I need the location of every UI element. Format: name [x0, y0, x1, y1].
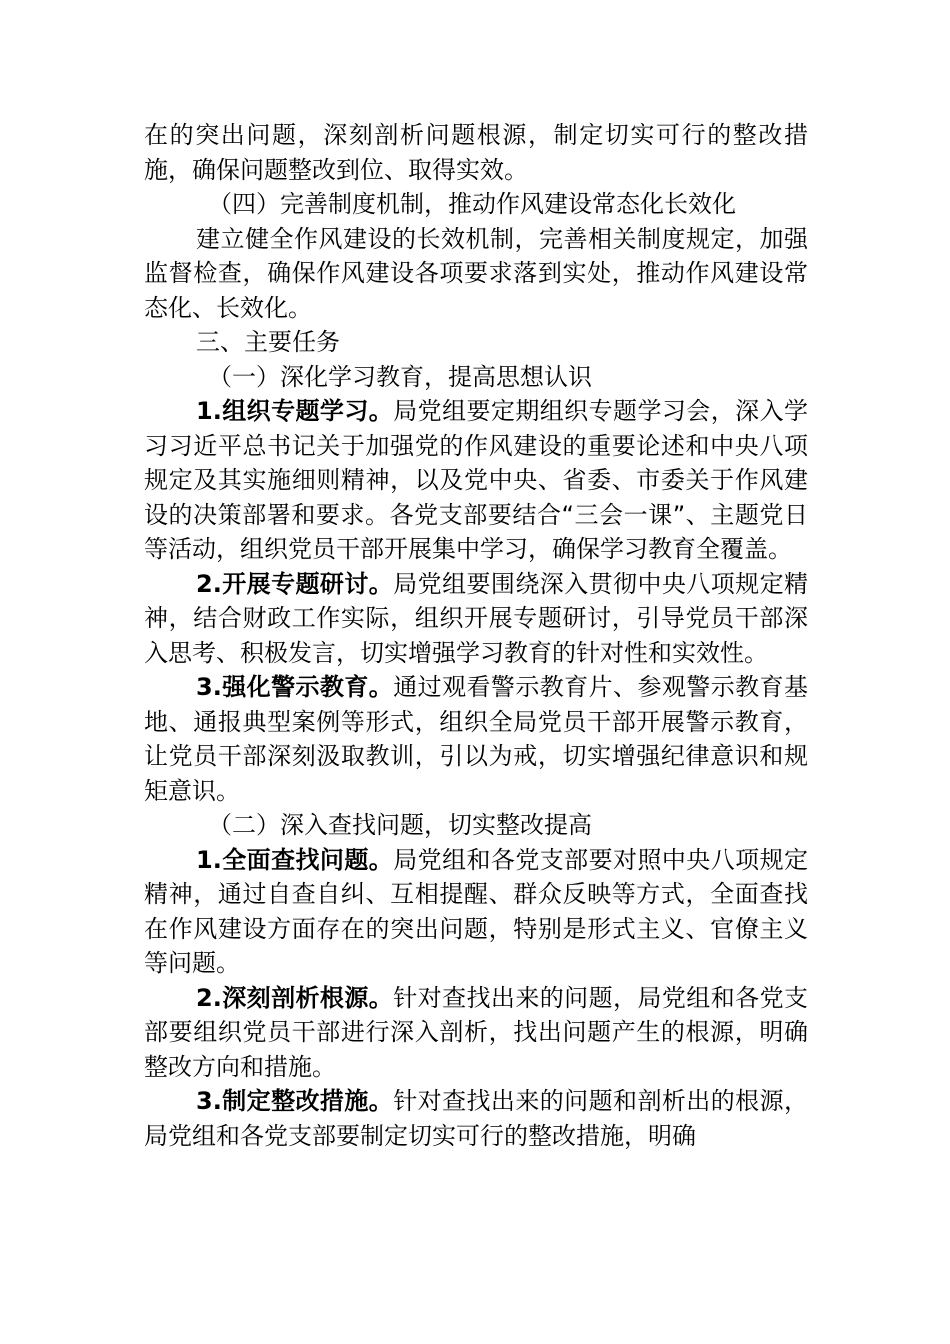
section-heading-4: （四）完善制度机制，推动作风建设常态化长效化 — [208, 190, 736, 218]
item-title: 2.开展专题研讨。 — [196, 569, 394, 598]
section-heading-2: （二）深入查找问题，切实整改提高 — [208, 811, 592, 839]
item-text: 通过观看警示教育片、参观警示教育基地、通报典型案例等形式，组织全局党员干部开展警示教育，让党员干部深刻汲取教训，引以为戒，切实增强纪律意识和规矩意识。 — [144, 673, 808, 805]
document-body — [144, 118, 808, 1153]
item-title: 1.全面查找问题。 — [196, 845, 394, 874]
section-heading-1: （一）深化学习教育，提高思想认识 — [208, 362, 592, 391]
item-title: 3.强化警示教育。 — [196, 673, 394, 701]
list-item-seminar — [144, 567, 808, 671]
paragraph-continuation: 在的突出问题，深刻剖析问题根源，制定切实可行的整改措施，确保问题整改到位、取得实效。 — [144, 121, 808, 184]
list-item-analyze-roots — [144, 981, 808, 1085]
item-text: 局党组要围绕深入贯彻中央八项规定精神，结合财政工作实际，组织开展专题研讨，引导党员干部深入思考、积极发言，切实增强学习教育的针对性和实效性。 — [144, 569, 808, 667]
list-item-warning-education — [144, 670, 808, 808]
item-text: 局党组和各党支部要对照中央八项规定精神，通过自查自纠、互相提醒、群众反映等方式，全面查找在作风建设方面存在的突出问题，特别是形式主义、官僚主义等问题。 — [144, 845, 808, 977]
item-title: 3.制定整改措施。 — [196, 1087, 394, 1115]
item-text: 局党组要定期组织专题学习会，深入学习习近平总书记关于加强党的作风建设的重要论述和中央八项规定及其实施细则精神，以及党中央、省委、市委关于作风建设的决策部署和要求。各党支部要结合“三会一课”、主题党日等活动，组织党员干部开展集中学习，确保学习教育全覆盖。 — [144, 397, 808, 563]
item-text: 针对查找出来的问题，局党组和各党支部要组织党员干部进行深入剖析，找出问题产生的根源，明确整改方向和措施。 — [144, 983, 808, 1081]
list-item-study — [144, 394, 808, 567]
list-item-find-problems — [144, 843, 808, 981]
item-title: 1.组织专题学习。 — [196, 397, 394, 425]
list-item-rectification — [144, 1084, 808, 1153]
item-title: 2.深刻剖析根源。 — [196, 983, 394, 1012]
chapter-heading-main-tasks: 三、主要任务 — [196, 328, 340, 356]
paragraph-mechanism: 建立健全作风建设的长效机制，完善相关制度规定，加强监督检查，确保作风建设各项要求落到实处，推动作风建设常态化、长效化。 — [144, 224, 808, 322]
item-text: 针对查找出来的问题和剖析出的根源，局党组和各党支部要制定切实可行的整改措施，明确 — [144, 1087, 808, 1150]
